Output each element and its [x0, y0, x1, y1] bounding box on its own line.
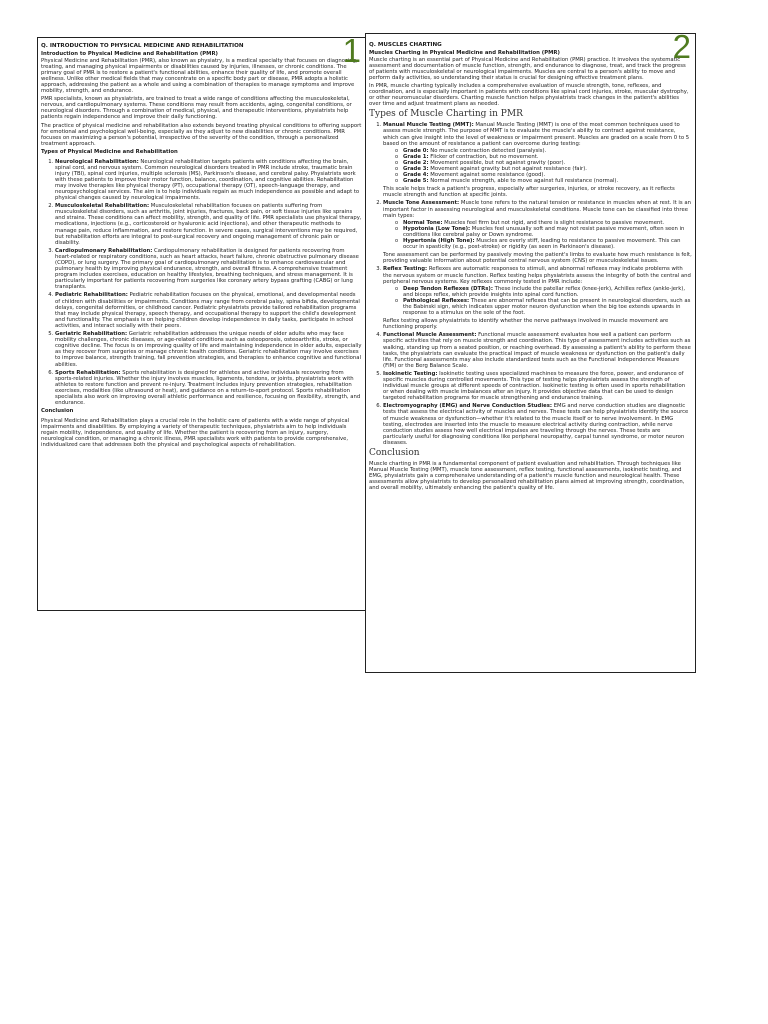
conclusion-paragraph: Physical Medicine and Rehabilitation plays a crucial role in the holistic care of patients with a wide range of physical impairments and disabilities. By employing a variety of therapeutic techniques, physiatrists aim to help individuals regain mobility, independence, and quality of life. Whether the patient is recovering from an injury, surgery, neurological condition, or managing a chronic illness, PMR specialists work with patients to provide comprehensive, individualized care that addresses both the physical and psychological aspects of rehabilitation.	[41, 417, 350, 449]
paragraph: The practice of physical medicine and rehabilitation also extends beyond treating physical conditions to offering support for emotional and psychological well-being, especially as they adjust to new disabilities or chronic conditions. PMR focuses on maximizing a person's potential, irrespective of the severity of the condition, through a personalized treatment approach.	[41, 122, 362, 147]
conclusion-heading: Conclusion	[41, 408, 74, 415]
item-text: Functional muscle assessment evaluates how well a patient can perform specific activities that rely on muscle strength and coordination. This type of assessment includes activities such as walking, standing up from a seated position, or reaching overhead. By assessing a patient's ability to perform these tasks, the physiatrists can evaluate the practical impact of muscle weakness or dysfunction on the patient's daily life. Functional assessments may also include standardized tests such as the Functional Independence Measure (FIM) or the Berg Balance Scale.	[383, 332, 691, 369]
item-text: Sports rehabilitation is designed for athletes and active individuals recovering from sports-related injuries. Whether the injury involves muscles, ligaments, tendons, or joints, physiatrists work with athletes to restore function and prevent re-injury. Treatment includes injury prevention strategies, rehabilitation exercises, modalities (like ultrasound or heat), and guidance on a return-to-sport protocol. Sports rehabilitation specialists also work on improving overall athletic performance and resilience, focusing on flexibility, strength, and endurance.	[55, 369, 361, 407]
list-item	[55, 370, 362, 407]
sub-item-label: Grade 1:	[403, 153, 429, 160]
sub-item	[403, 178, 692, 184]
sub-item-label: Grade 5:	[403, 178, 429, 185]
item-label: Manual Muscle Testing (MMT):	[383, 122, 474, 129]
conclusion-paragraph: Muscle charting in PMR is a fundamental component of patient evaluation and rehabilitation. Through techniques like Manual Muscle Testing (MMT), muscle tone assessment, reflex testing, functional assessments, isokinetic testing, and EMG, physiatrists gain a comprehensive understanding of a patient's muscle function and neurological health. These assessments allow physiatrists to develop personalized rehabilitation plans aimed at improving strength, coordination, and overall mobility, ultimately enhancing the patient's quality of life.	[369, 461, 685, 492]
sub-item-label: Deep Tendon Reflexes (DTRs):	[403, 285, 493, 292]
list-item	[55, 248, 362, 291]
item-label: Isokinetic Testing:	[383, 370, 438, 377]
reflex-list	[383, 286, 692, 316]
sub-item-text: Muscles feel firm but not rigid, and there is slight resistance to passive movement.	[442, 219, 665, 226]
sub-item-text: Movement against gravity but not against resistance (fair).	[428, 166, 587, 172]
item-label: Musculoskeletal Rehabilitation:	[55, 203, 150, 210]
list-item	[55, 292, 362, 329]
sub-item-label: Grade 0:	[403, 147, 429, 154]
list-item	[383, 403, 692, 446]
item-label: Pediatric Rehabilitation:	[55, 292, 128, 299]
document-page-2	[365, 33, 696, 673]
sub-item-text: Muscles are overly stiff, leading to resistance to passive movement. This can occur in spasticity (e.g., post-stroke) or rigidity (as seen in Parkinson's disease).	[403, 238, 681, 251]
item-text: Musculoskeletal rehabilitation focuses on patients suffering from musculoskeletal disorders, such as arthritis, joint injuries, fractures, back pain, or soft tissue injuries like sprains and strains. These conditions can affect mobility, strength, and quality of life. PMR specialists use physical therapy, medications, injections (e.g., corticosteroid or hyaluronic acid injections), and other therapeutic methods to manage pain, reduce inflammation, and restore function. In severe cases, surgical interventions may be required, but rehabilitation efforts are integral to post-surgical recovery and ongoing management of chronic pain or disability.	[55, 203, 362, 246]
section-heading: Types of Muscle Charting in PMR	[369, 109, 523, 120]
sub-item-text: These are abnormal reflexes that can be present in neurological disorders, such as the Babinski sign, which indicates upper motor neuron dysfunction when the big toe extends upwards in response to a stimulus on the sole of the foot.	[403, 297, 691, 317]
paragraph: In PMR, muscle charting typically includes a comprehensive evaluation of muscle strength, tone, reflexes, and coordination, and is especially important in patients with conditions like spinal cord injuries, stroke, muscular dystrophy, or other neuromuscular disorders. Charting muscle function helps physiatrists track changes in the patient's abilities over time and adjust treatment plans as needed.	[369, 82, 689, 108]
list-item	[55, 331, 362, 368]
item-label: Electromyography (EMG) and Nerve Conduction Studies:	[383, 403, 553, 410]
paragraph: Physical Medicine and Rehabilitation (PMR), also known as physiatry, is a medical specialty that focuses on diagnosing, treating, and managing physical impairments or disabilities caused by injuries, illnesses, or chronic conditions. The primary goal of PMR is to restore a patient's functional abilities, enhance their quality of life, and promote overall wellness. Unlike other medical fields that may concentrate on a specific body part or disease, PMR adopts a holistic approach, addressing the patient as a whole and using a combination of therapies to manage symptoms and improve mobility, strength, and endurance.	[41, 57, 358, 95]
sub-item	[403, 298, 692, 316]
sub-item	[403, 238, 692, 250]
paragraph: Muscle charting is an essential part of Physical Medicine and Rehabilitation (PMR) practice. It involves the systematic assessment and documentation of muscle function, strength, and endurance to diagnose, treat, and track the progress of patients with musculoskeletal or neurological impairments. Muscles are central to a person's ability to move and perform daily activities, so understanding their status is crucial for designing effective treatment plans.	[369, 56, 686, 81]
list-item	[55, 203, 362, 246]
conclusion-heading: Conclusion	[369, 448, 420, 459]
question-heading: Q. MUSCLES CHARTING	[369, 42, 442, 48]
item-note: This scale helps track a patient's progress, especially after surgeries, injuries, or stroke recovery, as it reflects muscle strength and function at specific joints.	[383, 186, 675, 199]
sub-item-text: Normal muscle strength, able to move against full resistance (normal).	[428, 178, 619, 185]
item-text: Manual Muscle Testing (MMT) is one of the most common techniques used to assess muscle strength. The purpose of MMT is to evaluate the muscle's ability to contract against resistance, which can give insight into the level of weakness or impairment present. Muscles are graded on a scale from 0 to 5 based on the amount of resistance a patient can overcome during testing:	[383, 122, 690, 147]
types-list	[41, 159, 362, 407]
sub-item-text: These include the patellar reflex (knee-jerk), Achilles reflex (ankle-jerk), and biceps reflex, which provide insights into spinal cord function.	[403, 285, 686, 298]
intro-title: Muscles Charting in Physical Medicine and Rehabilitation (PMR)	[369, 50, 560, 56]
sub-item	[403, 286, 692, 298]
list-item	[383, 332, 692, 369]
sub-item-label: Grade 2:	[403, 159, 429, 166]
question-heading: Q. INTRODUCTION TO PHYSICAL MEDICINE AND REHABILITATION	[41, 43, 244, 49]
item-text: EMG and nerve conduction studies are diagnostic tests that assess the electrical activity of muscles and nerves. These tests can help physiatrists identify the source of muscle weakness or dysfunction—whether it's related to the muscle itself or to nerve involvement. In EMG testing, electrodes are inserted into the muscle to measure electrical activity during contraction, while nerve conduction studies assess how well electrical impulses are traveling through the nerves. These tests are particularly useful for diagnosing conditions like peripheral neuropathy, carpal tunnel syndrome, or motor neuron diseases.	[383, 403, 689, 446]
item-label: Sports Rehabilitation:	[55, 369, 121, 376]
paragraph: PMR specialists, known as physiatrists, are trained to treat a wide range of conditions affecting the musculoskeletal, nervous, and cardiopulmonary systems. These conditions may result from accidents, aging, congenital conditions, or neurological disorders. Through a combination of medical, physical, and therapeutic interventions, physiatrists help patients regain independence and improve their daily functioning.	[41, 96, 352, 121]
sub-item-text: Muscles feel unusually soft and may not resist passive movement, often seen in conditions like cerebral palsy or Down syndrome.	[403, 225, 685, 238]
intro-title: Introduction to Physical Medicine and Rehabilitation (PMR)	[41, 51, 218, 57]
sub-item-text: Flicker of contraction, but no movement.	[428, 153, 539, 160]
item-note: Tone assessment can be performed by passively moving the patient's limbs to evaluate how much resistance is felt, providing valuable information about potential central nervous system (CNS) or musculoskeletal issues.	[383, 252, 692, 265]
sub-item-label: Normal Tone:	[403, 219, 443, 226]
sub-item-text: Movement possible, but not against gravity (poor).	[428, 159, 566, 166]
grade-list	[383, 148, 692, 185]
item-label: Muscle Tone Assessment:	[383, 200, 460, 207]
sub-item-label: Grade 4:	[403, 172, 429, 179]
sub-item-label: Pathological Reflexes:	[403, 297, 470, 304]
item-text: Reflexes are automatic responses to stimuli, and abnormal reflexes may indicate problems with the nervous system or muscle function. Reflex testing helps physiatrists assess the integrity of both the central and peripheral nervous systems. Key reflexes commonly tested in PMR include:	[383, 266, 691, 285]
list-item	[383, 266, 692, 330]
list-item	[383, 200, 692, 264]
sub-item-text: No muscle contraction detected (paralysis).	[428, 147, 547, 154]
item-text: Isokinetic testing uses specialized machines to measure the force, power, and endurance of specific muscles during controlled movements. This type of testing helps physiatrists assess the strength of individual muscle groups at different speeds of contraction. Isokinetic testing is often used in sports rehabilitation or when dealing with muscle imbalances after an injury. It provides objective data that can be used to design targeted rehabilitation programs for muscle strengthening and endurance training.	[383, 370, 686, 402]
list-item	[383, 122, 692, 198]
page-number: 1	[342, 37, 361, 69]
tone-list	[383, 220, 692, 250]
item-text: Neurological rehabilitation targets patients with conditions affecting the brain, spinal cord, and nervous system. Common neurological disorders treated in PMR include stroke, traumatic brain injury (TBI), spinal cord injuries, multiple sclerosis (MS), Parkinson's disease, and cerebral palsy. Physiatrists work with these patients to improve their motor function, balance, coordination, and cognitive abilities. Rehabilitation may involve therapies like physical therapy (PT), occupational therapy (OT), speech-language therapy, and neuropsychological services. The aim is to help individuals regain as much independence as possible and adapt to physical changes caused by neurological impairments.	[55, 158, 360, 202]
sub-item-label: Hypotonia (Low Tone):	[403, 225, 471, 232]
item-text: Cardiopulmonary rehabilitation is designed for patients recovering from heart-related or respiratory conditions, such as heart attacks, heart failure, chronic obstructive pulmonary disease (COPD), or lung surgery. The primary goal of cardiopulmonary rehabilitation is to enhance cardiovascular and pulmonary health by improving physical endurance, strength, and overall fitness. A comprehensive treatment program includes exercises, education on healthy lifestyles, breathing techniques, and stress management. It is particularly important for patients recovering from surgeries like coronary artery bypass grafting (CABG) or lung transplants.	[55, 247, 359, 291]
item-text: Pediatric rehabilitation focuses on the physical, emotional, and developmental needs of children with disabilities or impairments. Conditions may range from cerebral palsy, spina bifida, developmental delays, congenital deformities, or childhood cancer. Pediatric physiatrists provide tailored rehabilitation programs that may include physical therapy, speech therapy, and occupational therapy to support the child's development and functionality. The emphasis is on helping children develop independence in daily tasks, participate in school activities, and interact socially with their peers.	[55, 292, 360, 329]
page-number: 2	[672, 33, 691, 65]
sub-item-text: Movement against some resistance (good).	[428, 172, 546, 179]
item-label: Reflex Testing:	[383, 266, 428, 273]
item-label: Cardiopulmonary Rehabilitation:	[55, 247, 153, 254]
list-item	[55, 159, 362, 202]
list-item	[383, 371, 692, 401]
document-page-1	[37, 37, 366, 611]
item-label: Neurological Rehabilitation:	[55, 158, 139, 165]
charting-list	[369, 122, 692, 446]
types-heading: Types of Physical Medicine and Rehabilitation	[41, 148, 178, 155]
item-text: Muscle tone refers to the natural tension or resistance in muscles when at rest. It is an important factor in assessing neurological and musculoskeletal conditions. Muscle tone can be classified into three main types:	[383, 200, 691, 219]
item-text: Geriatric rehabilitation addresses the unique needs of older adults who may face mobility challenges, chronic diseases, or age-related conditions such as osteoporosis, osteoarthritis, stroke, or cognitive decline. The focus is on improving quality of life and maintaining independence in older adults, especially as they recover from surgeries or manage chronic health conditions. Geriatric rehabilitation may involve exercises to improve balance, strength training, fall prevention strategies, and therapies to enhance cognitive and functional abilities.	[55, 331, 362, 368]
sub-item-label: Hypertonia (High Tone):	[403, 238, 475, 245]
item-label: Functional Muscle Assessment:	[383, 332, 477, 339]
sub-item	[403, 226, 692, 238]
item-note: Reflex testing allows physiatrists to identify whether the nerve pathways involved in muscle movement are functioning properly.	[383, 318, 669, 331]
item-label: Geriatric Rehabilitation:	[55, 331, 128, 338]
sub-item-label: Grade 3:	[403, 166, 429, 172]
